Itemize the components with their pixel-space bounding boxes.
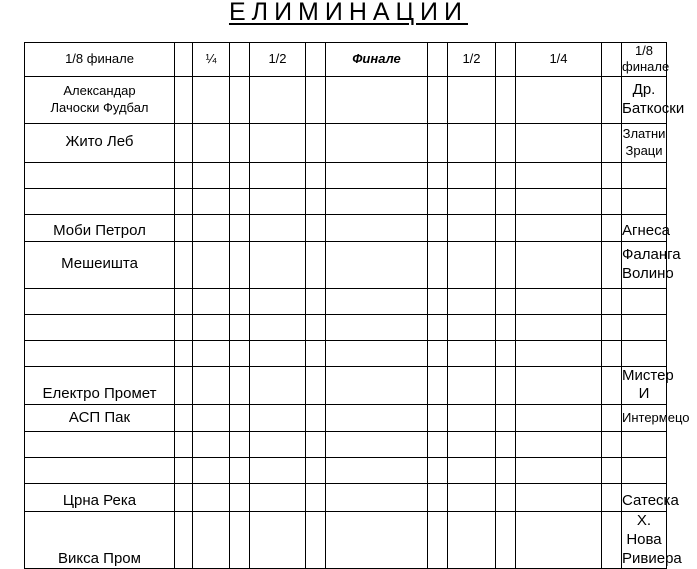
left-team-4: Мешеишта: [25, 241, 175, 288]
empty-cell: [602, 288, 622, 314]
empty-cell: [516, 76, 602, 123]
empty-cell: [193, 340, 230, 366]
empty-cell: [448, 123, 496, 162]
empty-cell: [230, 512, 250, 569]
empty-cell: [496, 432, 516, 458]
empty-cell: [230, 123, 250, 162]
empty-cell: [602, 458, 622, 484]
empty-cell: [306, 314, 326, 340]
empty-cell: [496, 241, 516, 288]
empty-cell: [306, 432, 326, 458]
empty-cell: [602, 76, 622, 123]
empty-cell: [193, 458, 230, 484]
empty-cell: [250, 162, 306, 188]
table-row: [25, 214, 667, 241]
empty-cell: [250, 188, 306, 214]
right-team-6: Интермецо: [622, 405, 667, 432]
empty-cell: [306, 214, 326, 241]
empty-cell: [25, 188, 175, 214]
empty-cell: [306, 458, 326, 484]
empty-cell: [496, 162, 516, 188]
empty-cell: [230, 241, 250, 288]
empty-cell: [622, 288, 667, 314]
empty-cell: [622, 188, 667, 214]
header-right-round-of-16: 1/8 финале: [622, 43, 670, 75]
table-row: [25, 340, 667, 366]
empty-cell: [622, 314, 667, 340]
empty-cell: [230, 314, 250, 340]
right-team-2: Златни Зраци: [622, 123, 667, 162]
empty-cell: [448, 288, 496, 314]
empty-cell: [516, 366, 602, 405]
header-left-round-of-16: 1/8 финале: [25, 43, 175, 77]
empty-cell: [175, 512, 193, 569]
table-row: [25, 188, 667, 214]
empty-cell: [250, 458, 306, 484]
empty-cell: [516, 214, 602, 241]
empty-cell: [175, 288, 193, 314]
empty-cell: [428, 458, 448, 484]
empty-cell: [516, 314, 602, 340]
empty-cell: [448, 340, 496, 366]
empty-cell: [602, 241, 622, 288]
empty-cell: [496, 340, 516, 366]
empty-cell: [193, 405, 230, 432]
header-row: [25, 43, 667, 77]
empty-cell: [230, 340, 250, 366]
empty-cell: [175, 188, 193, 214]
empty-cell: [175, 214, 193, 241]
empty-cell: [306, 162, 326, 188]
empty-cell: [428, 123, 448, 162]
empty-cell: [193, 162, 230, 188]
empty-cell: [428, 76, 448, 123]
empty-cell: [306, 340, 326, 366]
empty-cell: [306, 512, 326, 569]
empty-cell: [428, 288, 448, 314]
empty-cell: [448, 241, 496, 288]
table-row: [25, 512, 667, 569]
empty-cell: [306, 288, 326, 314]
empty-cell: [602, 314, 622, 340]
empty-cell: [622, 458, 667, 484]
empty-cell: [175, 366, 193, 405]
empty-cell: [516, 188, 602, 214]
empty-cell: [230, 366, 250, 405]
empty-cell: [448, 162, 496, 188]
empty-cell: [250, 314, 306, 340]
empty-cell: [602, 43, 622, 77]
empty-cell: [193, 123, 230, 162]
empty-cell: [448, 214, 496, 241]
empty-cell: [250, 123, 306, 162]
empty-cell: [175, 314, 193, 340]
left-team-6: АСП Пак: [25, 405, 175, 432]
empty-cell: [496, 405, 516, 432]
empty-cell: [448, 458, 496, 484]
empty-cell: [428, 162, 448, 188]
left-team-8: Викса Пром: [25, 512, 175, 569]
empty-cell: [496, 458, 516, 484]
table-row: [25, 432, 667, 458]
empty-cell: [175, 43, 193, 77]
empty-cell: [428, 314, 448, 340]
empty-cell: [175, 241, 193, 288]
empty-cell: [516, 123, 602, 162]
empty-cell: [602, 405, 622, 432]
table-row: [25, 366, 667, 405]
empty-cell: [230, 405, 250, 432]
table-row: [25, 162, 667, 188]
empty-cell: [496, 214, 516, 241]
empty-cell: [448, 76, 496, 123]
empty-cell: [250, 484, 306, 512]
empty-cell: [496, 288, 516, 314]
empty-cell: [25, 288, 175, 314]
empty-cell: [175, 340, 193, 366]
empty-cell: [496, 484, 516, 512]
empty-cell: [516, 340, 602, 366]
empty-cell: [516, 405, 602, 432]
empty-cell: [250, 241, 306, 288]
empty-cell: [250, 340, 306, 366]
empty-cell: [602, 123, 622, 162]
empty-cell: [25, 314, 175, 340]
empty-cell: [496, 76, 516, 123]
empty-cell: [175, 76, 193, 123]
empty-cell: [496, 314, 516, 340]
empty-cell: [326, 405, 428, 432]
page-title: ЕЛИМИНАЦИИ: [228, 0, 468, 26]
table-row: [25, 405, 667, 432]
empty-cell: [230, 432, 250, 458]
empty-cell: [428, 432, 448, 458]
empty-cell: [428, 340, 448, 366]
empty-cell: [448, 366, 496, 405]
empty-cell: [602, 214, 622, 241]
bracket-table: [24, 42, 690, 569]
empty-cell: [193, 76, 230, 123]
empty-cell: [326, 288, 428, 314]
empty-cell: [602, 366, 622, 405]
empty-cell: [193, 512, 230, 569]
empty-cell: [230, 76, 250, 123]
empty-cell: [175, 123, 193, 162]
empty-cell: [448, 314, 496, 340]
empty-cell: [306, 188, 326, 214]
table-row: [25, 484, 667, 512]
empty-cell: [193, 366, 230, 405]
empty-cell: [448, 405, 496, 432]
empty-cell: [25, 458, 175, 484]
empty-cell: [428, 214, 448, 241]
empty-cell: [448, 188, 496, 214]
empty-cell: [326, 366, 428, 405]
empty-cell: [306, 123, 326, 162]
empty-cell: [326, 432, 428, 458]
empty-cell: [428, 43, 448, 77]
right-team-4: Фаланга Волино: [622, 241, 667, 288]
empty-cell: [175, 432, 193, 458]
table-row: [25, 241, 667, 288]
empty-cell: [230, 484, 250, 512]
empty-cell: [496, 366, 516, 405]
empty-cell: [496, 188, 516, 214]
empty-cell: [326, 123, 428, 162]
left-team-5: Електро Промет: [25, 366, 175, 405]
table-row: [25, 314, 667, 340]
table-row: [25, 458, 667, 484]
empty-cell: [326, 314, 428, 340]
empty-cell: [326, 512, 428, 569]
empty-cell: [193, 484, 230, 512]
empty-cell: [602, 512, 622, 569]
empty-cell: [193, 241, 230, 288]
empty-cell: [516, 484, 602, 512]
empty-cell: [448, 512, 496, 569]
empty-cell: [326, 241, 428, 288]
empty-cell: [326, 76, 428, 123]
empty-cell: [516, 458, 602, 484]
empty-cell: [516, 432, 602, 458]
empty-cell: [326, 214, 428, 241]
empty-cell: [602, 484, 622, 512]
empty-cell: [306, 484, 326, 512]
empty-cell: [326, 188, 428, 214]
empty-cell: [516, 241, 602, 288]
empty-cell: [230, 162, 250, 188]
empty-cell: [306, 405, 326, 432]
empty-cell: [306, 76, 326, 123]
empty-cell: [25, 432, 175, 458]
empty-cell: [622, 432, 667, 458]
empty-cell: [175, 162, 193, 188]
empty-cell: [250, 405, 306, 432]
empty-cell: [230, 288, 250, 314]
empty-cell: [250, 288, 306, 314]
right-team-7: Сатеска: [622, 484, 667, 512]
right-team-8: Х. Нова Ривиера: [622, 512, 667, 569]
empty-cell: [250, 366, 306, 405]
empty-cell: [250, 76, 306, 123]
empty-cell: [448, 432, 496, 458]
empty-cell: [193, 314, 230, 340]
header-final: Финале: [326, 43, 428, 77]
left-team-1: Александар Лачоски Фудбал: [25, 76, 175, 123]
empty-cell: [326, 340, 428, 366]
empty-cell: [516, 162, 602, 188]
empty-cell: [602, 162, 622, 188]
empty-cell: [306, 43, 326, 77]
empty-cell: [306, 366, 326, 405]
header-left-quarterfinal: ¼: [193, 43, 230, 77]
table-row: [25, 76, 667, 123]
header-right-semifinal: 1/2: [448, 43, 496, 77]
right-team-5: Мистер И: [622, 366, 667, 405]
empty-cell: [622, 340, 667, 366]
empty-cell: [428, 188, 448, 214]
empty-cell: [193, 188, 230, 214]
empty-cell: [193, 288, 230, 314]
table-row: [25, 123, 667, 162]
empty-cell: [250, 512, 306, 569]
empty-cell: [25, 340, 175, 366]
empty-cell: [428, 512, 448, 569]
left-team-2: Жито Леб: [25, 123, 175, 162]
empty-cell: [622, 162, 667, 188]
right-team-3: Агнеса: [622, 214, 667, 241]
empty-cell: [306, 241, 326, 288]
left-team-7: Црна Река: [25, 484, 175, 512]
empty-cell: [193, 214, 230, 241]
empty-cell: [602, 340, 622, 366]
empty-cell: [428, 405, 448, 432]
empty-cell: [496, 123, 516, 162]
table-row: [25, 288, 667, 314]
header-left-semifinal: 1/2: [250, 43, 306, 77]
empty-cell: [428, 366, 448, 405]
empty-cell: [175, 405, 193, 432]
empty-cell: [326, 458, 428, 484]
empty-cell: [428, 241, 448, 288]
empty-cell: [602, 188, 622, 214]
empty-cell: [516, 288, 602, 314]
header-right-quarterfinal: 1/4: [516, 43, 602, 77]
empty-cell: [250, 214, 306, 241]
empty-cell: [250, 432, 306, 458]
empty-cell: [496, 512, 516, 569]
empty-cell: [230, 43, 250, 77]
empty-cell: [230, 214, 250, 241]
empty-cell: [326, 484, 428, 512]
left-team-3: Моби Петрол: [25, 214, 175, 241]
empty-cell: [230, 458, 250, 484]
empty-cell: [602, 432, 622, 458]
empty-cell: [230, 188, 250, 214]
empty-cell: [428, 484, 448, 512]
empty-cell: [193, 432, 230, 458]
empty-cell: [448, 484, 496, 512]
empty-cell: [175, 484, 193, 512]
empty-cell: [175, 458, 193, 484]
empty-cell: [516, 512, 602, 569]
right-team-1: Др. Баткоски: [622, 76, 667, 123]
empty-cell: [496, 43, 516, 77]
empty-cell: [326, 162, 428, 188]
empty-cell: [25, 162, 175, 188]
